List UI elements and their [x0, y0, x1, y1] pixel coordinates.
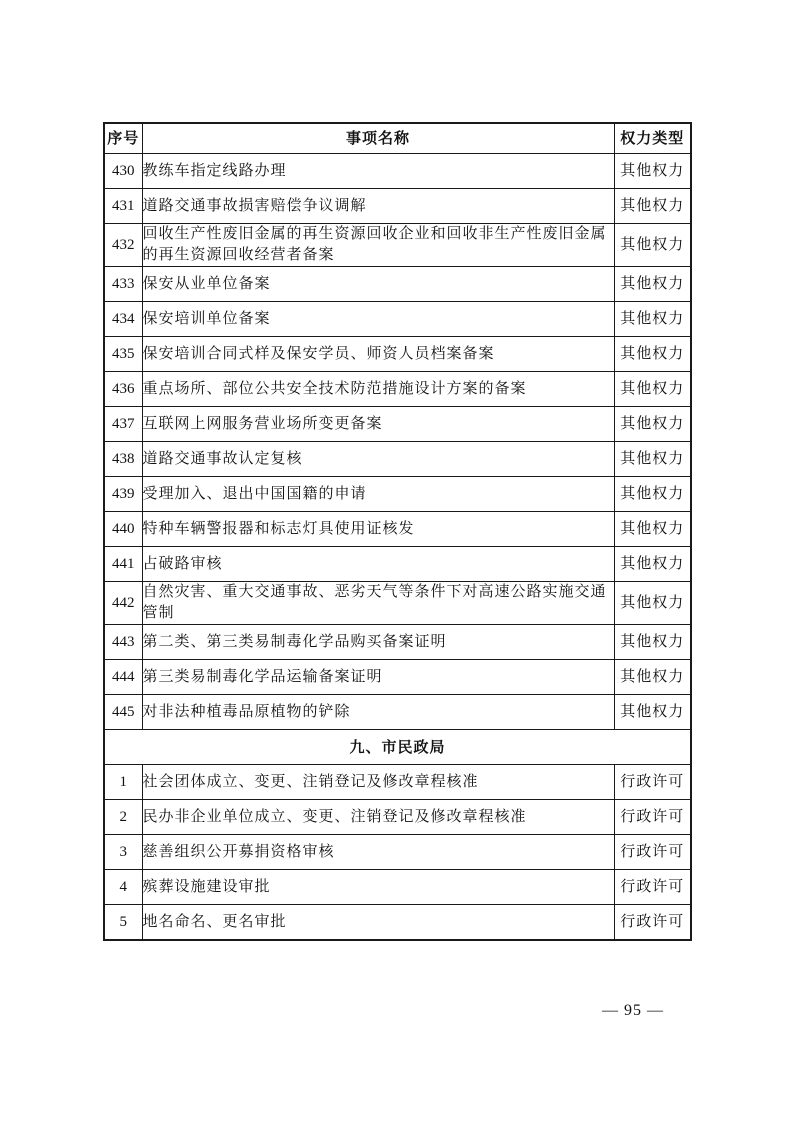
- cell-serial-number: 443: [104, 625, 142, 660]
- cell-power-type: 行政许可: [614, 765, 691, 800]
- cell-item-name: 教练车指定线路办理: [142, 154, 614, 189]
- cell-serial-number: 434: [104, 302, 142, 337]
- header-power-type: 权力类型: [614, 123, 691, 154]
- cell-serial-number: 2: [104, 800, 142, 835]
- cell-item-name: 受理加入、退出中国国籍的申请: [142, 477, 614, 512]
- table-row: [104, 582, 691, 625]
- cell-power-type: 行政许可: [614, 835, 691, 870]
- cell-serial-number: 441: [104, 547, 142, 582]
- table-row: [104, 695, 691, 730]
- table-row: [104, 835, 691, 870]
- cell-serial-number: 442: [104, 582, 142, 625]
- cell-power-type: 其他权力: [614, 372, 691, 407]
- table-row: [104, 477, 691, 512]
- cell-power-type: 行政许可: [614, 905, 691, 941]
- cell-item-name: 第三类易制毒化学品运输备案证明: [142, 660, 614, 695]
- cell-item-name: 地名命名、更名审批: [142, 905, 614, 941]
- table-row: [104, 407, 691, 442]
- cell-serial-number: 436: [104, 372, 142, 407]
- table-row: [104, 337, 691, 372]
- table-row: [104, 547, 691, 582]
- cell-item-name: 殡葬设施建设审批: [142, 870, 614, 905]
- header-serial-number: 序号: [104, 123, 142, 154]
- table-header-row: [104, 123, 691, 154]
- cell-serial-number: 445: [104, 695, 142, 730]
- cell-power-type: 行政许可: [614, 800, 691, 835]
- cell-item-name: 互联网上网服务营业场所变更备案: [142, 407, 614, 442]
- cell-power-type: 其他权力: [614, 302, 691, 337]
- cell-serial-number: 435: [104, 337, 142, 372]
- cell-item-name: 对非法种植毒品原植物的铲除: [142, 695, 614, 730]
- cell-item-name: 保安从业单位备案: [142, 267, 614, 302]
- cell-power-type: 其他权力: [614, 267, 691, 302]
- table-row: [104, 625, 691, 660]
- cell-serial-number: 431: [104, 189, 142, 224]
- cell-item-name: 自然灾害、重大交通事故、恶劣天气等条件下对高速公路实施交通管制: [142, 582, 614, 625]
- table-row: [104, 905, 691, 941]
- cell-item-name: 重点场所、部位公共安全技术防范措施设计方案的备案: [142, 372, 614, 407]
- cell-serial-number: 440: [104, 512, 142, 547]
- cell-power-type: 其他权力: [614, 695, 691, 730]
- table-row: [104, 189, 691, 224]
- cell-serial-number: 438: [104, 442, 142, 477]
- table-row: [104, 765, 691, 800]
- cell-item-name: 道路交通事故损害赔偿争议调解: [142, 189, 614, 224]
- cell-serial-number: 3: [104, 835, 142, 870]
- cell-serial-number: 432: [104, 224, 142, 267]
- cell-power-type: 行政许可: [614, 870, 691, 905]
- table-row: [104, 800, 691, 835]
- cell-item-name: 回收生产性废旧金属的再生资源回收企业和回收非生产性废旧金属的再生资源回收经营者备案: [142, 224, 614, 267]
- table-row: [104, 224, 691, 267]
- table-body: [104, 154, 691, 941]
- cell-serial-number: 1: [104, 765, 142, 800]
- table-row: [104, 372, 691, 407]
- cell-power-type: 其他权力: [614, 547, 691, 582]
- cell-serial-number: 5: [104, 905, 142, 941]
- cell-item-name: 保安培训合同式样及保安学员、师资人员档案备案: [142, 337, 614, 372]
- cell-item-name: 社会团体成立、变更、注销登记及修改章程核准: [142, 765, 614, 800]
- cell-power-type: 其他权力: [614, 189, 691, 224]
- cell-power-type: 其他权力: [614, 512, 691, 547]
- table-row: [104, 267, 691, 302]
- cell-serial-number: 444: [104, 660, 142, 695]
- cell-item-name: 道路交通事故认定复核: [142, 442, 614, 477]
- cell-power-type: 其他权力: [614, 625, 691, 660]
- cell-serial-number: 4: [104, 870, 142, 905]
- section-header-row: [104, 730, 691, 765]
- cell-item-name: 慈善组织公开募捐资格审核: [142, 835, 614, 870]
- cell-item-name: 民办非企业单位成立、变更、注销登记及修改章程核准: [142, 800, 614, 835]
- section-title: 九、市民政局: [104, 730, 691, 765]
- table-row: [104, 660, 691, 695]
- cell-item-name: 特种车辆警报器和标志灯具使用证核发: [142, 512, 614, 547]
- cell-power-type: 其他权力: [614, 660, 691, 695]
- cell-item-name: 第二类、第三类易制毒化学品购买备案证明: [142, 625, 614, 660]
- page-number: — 95 —: [602, 1002, 664, 1019]
- cell-power-type: 其他权力: [614, 477, 691, 512]
- cell-serial-number: 437: [104, 407, 142, 442]
- cell-power-type: 其他权力: [614, 154, 691, 189]
- table-row: [104, 302, 691, 337]
- cell-item-name: 保安培训单位备案: [142, 302, 614, 337]
- cell-serial-number: 433: [104, 267, 142, 302]
- cell-item-name: 占破路审核: [142, 547, 614, 582]
- cell-serial-number: 439: [104, 477, 142, 512]
- cell-power-type: 其他权力: [614, 582, 691, 625]
- cell-power-type: 其他权力: [614, 407, 691, 442]
- header-item-name: 事项名称: [142, 123, 614, 154]
- cell-power-type: 其他权力: [614, 224, 691, 267]
- cell-serial-number: 430: [104, 154, 142, 189]
- table-row: [104, 870, 691, 905]
- table-row: [104, 512, 691, 547]
- cell-power-type: 其他权力: [614, 337, 691, 372]
- cell-power-type: 其他权力: [614, 442, 691, 477]
- table-row: [104, 154, 691, 189]
- power-items-table: [103, 122, 692, 941]
- table-row: [104, 442, 691, 477]
